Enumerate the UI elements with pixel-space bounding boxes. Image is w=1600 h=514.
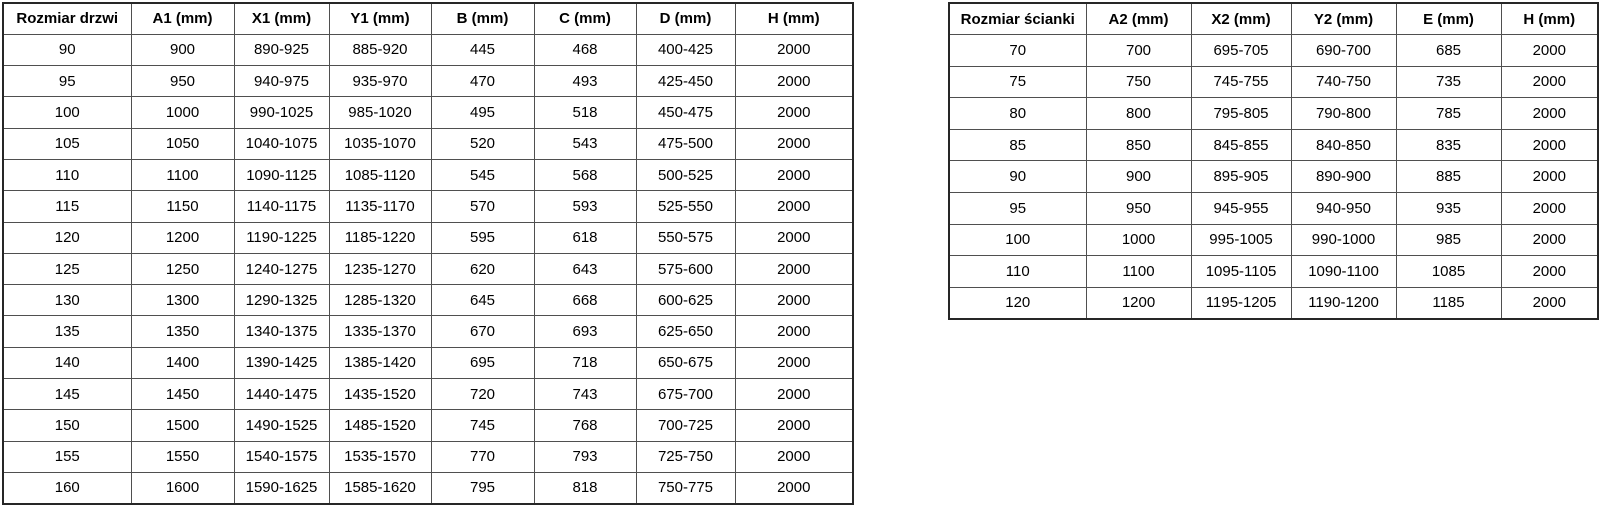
table-cell: 550-575 xyxy=(636,222,735,253)
column-header: A1 (mm) xyxy=(131,3,234,34)
table-cell: 1095-1105 xyxy=(1191,256,1291,288)
column-header: B (mm) xyxy=(431,3,534,34)
table-row xyxy=(3,410,853,441)
table-cell: 785 xyxy=(1396,98,1501,130)
table-cell: 70 xyxy=(949,35,1086,67)
table-cell: 900 xyxy=(131,34,234,65)
column-header: Rozmiar ścianki xyxy=(949,3,1086,35)
table-cell: 1185-1220 xyxy=(329,222,431,253)
table-cell: 935 xyxy=(1396,193,1501,225)
door-size-table xyxy=(2,2,854,505)
table-cell: 940-950 xyxy=(1291,193,1396,225)
table-cell: 1385-1420 xyxy=(329,347,431,378)
table-cell: 735 xyxy=(1396,66,1501,98)
table-cell: 1035-1070 xyxy=(329,128,431,159)
table-cell: 885-920 xyxy=(329,34,431,65)
table-cell: 890-925 xyxy=(234,34,329,65)
table-row xyxy=(949,161,1598,193)
table-cell: 135 xyxy=(3,316,131,347)
table-cell: 115 xyxy=(3,191,131,222)
table-row xyxy=(3,285,853,316)
table-cell: 105 xyxy=(3,128,131,159)
table-cell: 130 xyxy=(3,285,131,316)
table-cell: 990-1000 xyxy=(1291,224,1396,256)
table-cell: 770 xyxy=(431,441,534,472)
table-cell: 620 xyxy=(431,253,534,284)
table-cell: 990-1025 xyxy=(234,97,329,128)
table-cell: 468 xyxy=(534,34,636,65)
table-row xyxy=(3,66,853,97)
table-cell: 2000 xyxy=(735,441,853,472)
table-row xyxy=(3,379,853,410)
table-row xyxy=(3,441,853,472)
table-cell: 2000 xyxy=(1501,287,1598,319)
column-header: D (mm) xyxy=(636,3,735,34)
table-row xyxy=(3,253,853,284)
table-cell: 2000 xyxy=(1501,129,1598,161)
table-cell: 793 xyxy=(534,441,636,472)
table-cell: 1340-1375 xyxy=(234,316,329,347)
table-cell: 885 xyxy=(1396,161,1501,193)
table-cell: 895-905 xyxy=(1191,161,1291,193)
table-cell: 768 xyxy=(534,410,636,441)
table-cell: 1290-1325 xyxy=(234,285,329,316)
table-cell: 150 xyxy=(3,410,131,441)
column-header: Y1 (mm) xyxy=(329,3,431,34)
table-row xyxy=(949,224,1598,256)
column-header: X2 (mm) xyxy=(1191,3,1291,35)
table-cell: 985-1020 xyxy=(329,97,431,128)
table-cell: 935-970 xyxy=(329,66,431,97)
table-cell: 495 xyxy=(431,97,534,128)
table-row xyxy=(3,97,853,128)
table-cell: 2000 xyxy=(735,472,853,503)
table-cell: 400-425 xyxy=(636,34,735,65)
table-cell: 500-525 xyxy=(636,159,735,190)
table-cell: 995-1005 xyxy=(1191,224,1291,256)
table-cell: 1550 xyxy=(131,441,234,472)
table-cell: 685 xyxy=(1396,35,1501,67)
table-cell: 140 xyxy=(3,347,131,378)
table-cell: 2000 xyxy=(1501,224,1598,256)
table-row xyxy=(3,159,853,190)
table-cell: 1000 xyxy=(1086,224,1191,256)
table-cell: 1250 xyxy=(131,253,234,284)
table-cell: 125 xyxy=(3,253,131,284)
table-cell: 90 xyxy=(949,161,1086,193)
table-cell: 450-475 xyxy=(636,97,735,128)
table-cell: 745 xyxy=(431,410,534,441)
header-row xyxy=(3,3,853,34)
table-cell: 1050 xyxy=(131,128,234,159)
table-cell: 120 xyxy=(949,287,1086,319)
table-cell: 650-675 xyxy=(636,347,735,378)
table-cell: 1540-1575 xyxy=(234,441,329,472)
table-cell: 470 xyxy=(431,66,534,97)
table-cell: 1435-1520 xyxy=(329,379,431,410)
table-cell: 1200 xyxy=(1086,287,1191,319)
table-cell: 520 xyxy=(431,128,534,159)
table-cell: 570 xyxy=(431,191,534,222)
table-cell: 1190-1200 xyxy=(1291,287,1396,319)
column-header: Y2 (mm) xyxy=(1291,3,1396,35)
column-header: C (mm) xyxy=(534,3,636,34)
table-cell: 445 xyxy=(431,34,534,65)
table-row xyxy=(3,222,853,253)
table-cell: 1350 xyxy=(131,316,234,347)
table-cell: 800 xyxy=(1086,98,1191,130)
table-cell: 568 xyxy=(534,159,636,190)
table-cell: 1085 xyxy=(1396,256,1501,288)
table-cell: 840-850 xyxy=(1291,129,1396,161)
table-cell: 695 xyxy=(431,347,534,378)
table-cell: 1585-1620 xyxy=(329,472,431,503)
table-cell: 670 xyxy=(431,316,534,347)
table-cell: 1300 xyxy=(131,285,234,316)
table-cell: 155 xyxy=(3,441,131,472)
table-cell: 695-705 xyxy=(1191,35,1291,67)
table-cell: 645 xyxy=(431,285,534,316)
table-row xyxy=(3,34,853,65)
table-cell: 643 xyxy=(534,253,636,284)
table-cell: 1185 xyxy=(1396,287,1501,319)
table-cell: 1240-1275 xyxy=(234,253,329,284)
table-cell: 1085-1120 xyxy=(329,159,431,190)
table-cell: 110 xyxy=(949,256,1086,288)
table-cell: 845-855 xyxy=(1191,129,1291,161)
table-cell: 1140-1175 xyxy=(234,191,329,222)
table-cell: 950 xyxy=(131,66,234,97)
table-cell: 720 xyxy=(431,379,534,410)
column-header: H (mm) xyxy=(735,3,853,34)
table-cell: 1090-1125 xyxy=(234,159,329,190)
table-cell: 795-805 xyxy=(1191,98,1291,130)
column-header: X1 (mm) xyxy=(234,3,329,34)
table-cell: 818 xyxy=(534,472,636,503)
table-cell: 1090-1100 xyxy=(1291,256,1396,288)
table-cell: 1490-1525 xyxy=(234,410,329,441)
table-cell: 718 xyxy=(534,347,636,378)
table-cell: 2000 xyxy=(735,34,853,65)
table-cell: 985 xyxy=(1396,224,1501,256)
table-cell: 95 xyxy=(3,66,131,97)
table-cell: 95 xyxy=(949,193,1086,225)
table-cell: 110 xyxy=(3,159,131,190)
table-cell: 100 xyxy=(3,97,131,128)
table-cell: 2000 xyxy=(1501,256,1598,288)
table-cell: 2000 xyxy=(1501,66,1598,98)
table-cell: 940-975 xyxy=(234,66,329,97)
table-cell: 795 xyxy=(431,472,534,503)
table-cell: 100 xyxy=(949,224,1086,256)
table-row xyxy=(949,287,1598,319)
table-cell: 745-755 xyxy=(1191,66,1291,98)
table-cell: 145 xyxy=(3,379,131,410)
header-row xyxy=(949,3,1598,35)
table-cell: 75 xyxy=(949,66,1086,98)
table-cell: 1335-1370 xyxy=(329,316,431,347)
table-cell: 700 xyxy=(1086,35,1191,67)
column-header: H (mm) xyxy=(1501,3,1598,35)
table-cell: 1000 xyxy=(131,97,234,128)
table-cell: 618 xyxy=(534,222,636,253)
table-cell: 740-750 xyxy=(1291,66,1396,98)
table-cell: 2000 xyxy=(735,128,853,159)
table-cell: 593 xyxy=(534,191,636,222)
table-cell: 525-550 xyxy=(636,191,735,222)
table-cell: 595 xyxy=(431,222,534,253)
table-cell: 668 xyxy=(534,285,636,316)
table-cell: 1535-1570 xyxy=(329,441,431,472)
table-cell: 750-775 xyxy=(636,472,735,503)
table-cell: 1100 xyxy=(131,159,234,190)
table-cell: 160 xyxy=(3,472,131,503)
table-cell: 835 xyxy=(1396,129,1501,161)
table-cell: 675-700 xyxy=(636,379,735,410)
table-row xyxy=(3,347,853,378)
wall-size-table xyxy=(948,2,1599,320)
table-cell: 1190-1225 xyxy=(234,222,329,253)
table-cell: 2000 xyxy=(735,191,853,222)
table-cell: 1500 xyxy=(131,410,234,441)
table-cell: 1390-1425 xyxy=(234,347,329,378)
table-cell: 1135-1170 xyxy=(329,191,431,222)
table-cell: 2000 xyxy=(735,97,853,128)
table-cell: 600-625 xyxy=(636,285,735,316)
table-row xyxy=(949,193,1598,225)
table-cell: 850 xyxy=(1086,129,1191,161)
table-cell: 1285-1320 xyxy=(329,285,431,316)
table-cell: 1485-1520 xyxy=(329,410,431,441)
table-cell: 2000 xyxy=(735,222,853,253)
table-row xyxy=(949,66,1598,98)
table-cell: 1590-1625 xyxy=(234,472,329,503)
table-cell: 700-725 xyxy=(636,410,735,441)
column-header: E (mm) xyxy=(1396,3,1501,35)
table-cell: 1600 xyxy=(131,472,234,503)
table-row xyxy=(949,35,1598,67)
table-cell: 2000 xyxy=(735,379,853,410)
table-cell: 2000 xyxy=(735,347,853,378)
table-cell: 1235-1270 xyxy=(329,253,431,284)
table-cell: 493 xyxy=(534,66,636,97)
table-cell: 2000 xyxy=(735,159,853,190)
table-cell: 518 xyxy=(534,97,636,128)
table-cell: 1040-1075 xyxy=(234,128,329,159)
table-cell: 900 xyxy=(1086,161,1191,193)
table-cell: 690-700 xyxy=(1291,35,1396,67)
table-cell: 1400 xyxy=(131,347,234,378)
table-row xyxy=(949,256,1598,288)
table-cell: 1150 xyxy=(131,191,234,222)
table-cell: 945-955 xyxy=(1191,193,1291,225)
table-cell: 85 xyxy=(949,129,1086,161)
table-cell: 890-900 xyxy=(1291,161,1396,193)
table-cell: 2000 xyxy=(735,285,853,316)
table-cell: 1195-1205 xyxy=(1191,287,1291,319)
table-cell: 2000 xyxy=(1501,98,1598,130)
table-cell: 80 xyxy=(949,98,1086,130)
table-cell: 425-450 xyxy=(636,66,735,97)
table-cell: 1450 xyxy=(131,379,234,410)
table-cell: 545 xyxy=(431,159,534,190)
table-cell: 120 xyxy=(3,222,131,253)
table-row xyxy=(949,98,1598,130)
table-cell: 625-650 xyxy=(636,316,735,347)
table-cell: 1200 xyxy=(131,222,234,253)
table-cell: 750 xyxy=(1086,66,1191,98)
table-cell: 475-500 xyxy=(636,128,735,159)
table-cell: 743 xyxy=(534,379,636,410)
table-cell: 725-750 xyxy=(636,441,735,472)
table-row xyxy=(3,472,853,503)
table-cell: 2000 xyxy=(735,66,853,97)
table-cell: 543 xyxy=(534,128,636,159)
table-cell: 2000 xyxy=(1501,35,1598,67)
table-row xyxy=(3,128,853,159)
table-cell: 2000 xyxy=(1501,161,1598,193)
table-row xyxy=(3,316,853,347)
column-header: Rozmiar drzwi xyxy=(3,3,131,34)
column-header: A2 (mm) xyxy=(1086,3,1191,35)
table-row xyxy=(3,191,853,222)
table-cell: 790-800 xyxy=(1291,98,1396,130)
table-cell: 575-600 xyxy=(636,253,735,284)
table-cell: 2000 xyxy=(735,253,853,284)
table-row xyxy=(949,129,1598,161)
table-cell: 1100 xyxy=(1086,256,1191,288)
table-cell: 2000 xyxy=(735,410,853,441)
table-cell: 2000 xyxy=(1501,193,1598,225)
table-cell: 693 xyxy=(534,316,636,347)
table-cell: 2000 xyxy=(735,316,853,347)
table-cell: 90 xyxy=(3,34,131,65)
table-cell: 950 xyxy=(1086,193,1191,225)
table-cell: 1440-1475 xyxy=(234,379,329,410)
